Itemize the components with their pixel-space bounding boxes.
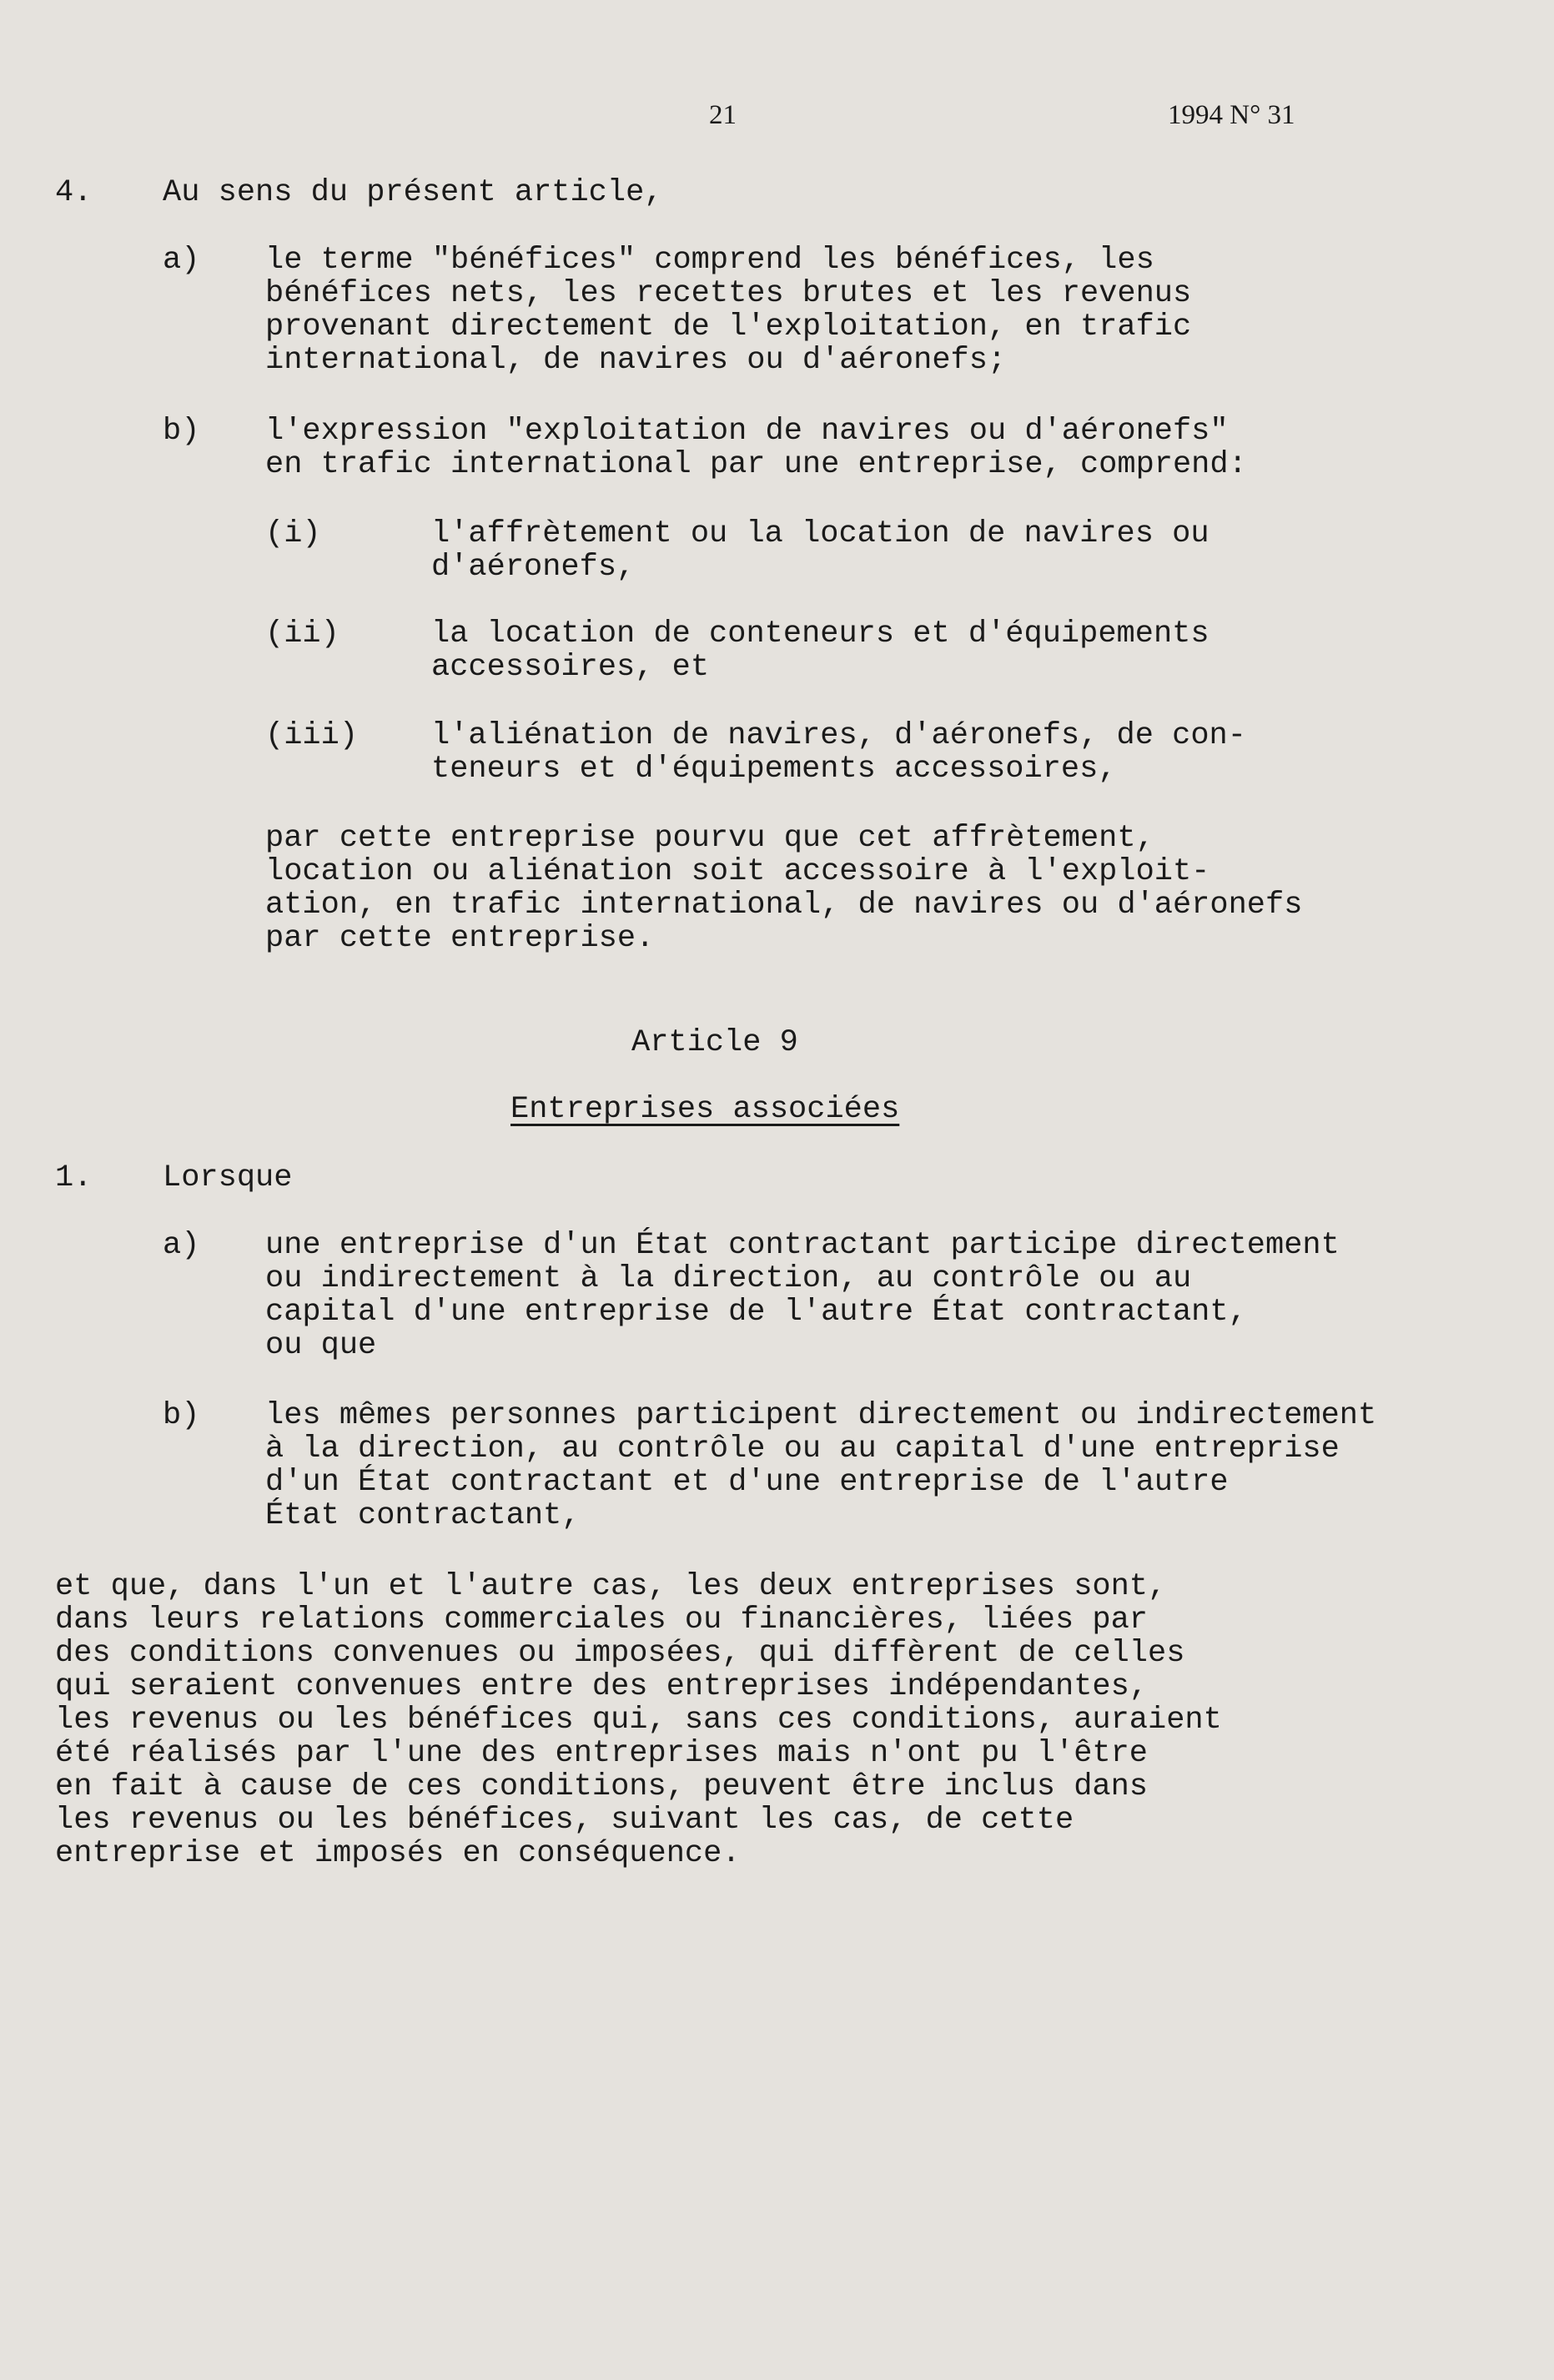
subitem-line: teneurs et d'équipements accessoires, [431, 752, 1117, 787]
subitem-line: la location de conteneurs et d'équipements [431, 616, 1210, 652]
page-header [0, 100, 1554, 142]
item-label: a) [163, 243, 200, 278]
subitem-line: accessoires, et [431, 650, 710, 685]
subitem-label: (i) [265, 516, 321, 551]
item-line: ou que [265, 1328, 377, 1363]
closing-line: en fait à cause de ces conditions, peuvent être inclus dans [55, 1769, 1149, 1804]
item-line: en trafic international par une entreprise, comprend: [265, 447, 1247, 482]
closing-line: les revenus ou les bénéfices qui, sans ces conditions, auraient [55, 1703, 1222, 1738]
closing-line: des conditions convenues ou imposées, qui diffèrent de celles [55, 1636, 1185, 1671]
item-line: capital d'une entreprise de l'autre État contractant, [265, 1295, 1247, 1330]
paragraph-intro: Lorsque [163, 1160, 293, 1195]
article-title: Article 9 [631, 1025, 798, 1060]
item-line: État contractant, [265, 1498, 581, 1533]
closing-line: par cette entreprise pourvu que cet affrètement, [265, 821, 1154, 856]
paragraph-number: 4. [55, 175, 93, 210]
item-line: à la direction, au contrôle ou au capital d'une entreprise [265, 1432, 1340, 1467]
closing-line: entreprise et imposés en conséquence. [55, 1836, 741, 1871]
subitem-line: d'aéronefs, [431, 550, 636, 585]
closing-line: dans leurs relations commerciales ou financières, liées par [55, 1603, 1149, 1638]
item-label: b) [163, 414, 200, 449]
closing-line: qui seraient convenues entre des entreprises indépendantes, [55, 1669, 1149, 1704]
paragraph-number: 1. [55, 1160, 93, 1195]
subitem-label: (iii) [265, 718, 359, 753]
paragraph-intro: Au sens du présent article, [163, 175, 663, 210]
subitem-line: l'affrètement ou la location de navires ou [431, 516, 1210, 551]
subitem-label: (ii) [265, 616, 339, 652]
item-line: provenant directement de l'exploitation, en trafic [265, 309, 1192, 345]
closing-line: location ou aliénation soit accessoire à l'exploit- [265, 854, 1210, 889]
closing-line: été réalisés par l'une des entreprises mais n'ont pu l'être [55, 1736, 1149, 1771]
closing-line: ation, en trafic international, de navires ou d'aéronefs [265, 888, 1303, 923]
page-number: 21 [709, 100, 737, 130]
item-line: une entreprise d'un État contractant participe directement [265, 1228, 1340, 1263]
item-line: ou indirectement à la direction, au contrôle ou au [265, 1261, 1192, 1296]
item-line: l'expression "exploitation de navires ou d'aéronefs" [265, 414, 1229, 449]
item-label: b) [163, 1398, 200, 1433]
closing-line: par cette entreprise. [265, 921, 655, 956]
closing-line: et que, dans l'un et l'autre cas, les deux entreprises sont, [55, 1569, 1167, 1604]
item-line: d'un État contractant et d'une entreprise de l'autre [265, 1465, 1229, 1500]
item-line: les mêmes personnes participent directement ou indirectement [265, 1398, 1377, 1433]
article-subtitle: Entreprises associées [510, 1092, 900, 1127]
item-line: bénéfices nets, les recettes brutes et les revenus [265, 276, 1192, 311]
item-line: international, de navires ou d'aéronefs; [265, 343, 1007, 378]
closing-line: les revenus ou les bénéfices, suivant les cas, de cette [55, 1803, 1074, 1838]
item-line: le terme "bénéfices" comprend les bénéfices, les [265, 243, 1154, 278]
subitem-line: l'aliénation de navires, d'aéronefs, de con- [431, 718, 1246, 753]
item-label: a) [163, 1228, 200, 1263]
document-reference: 1994 N° 31 [1168, 100, 1295, 130]
